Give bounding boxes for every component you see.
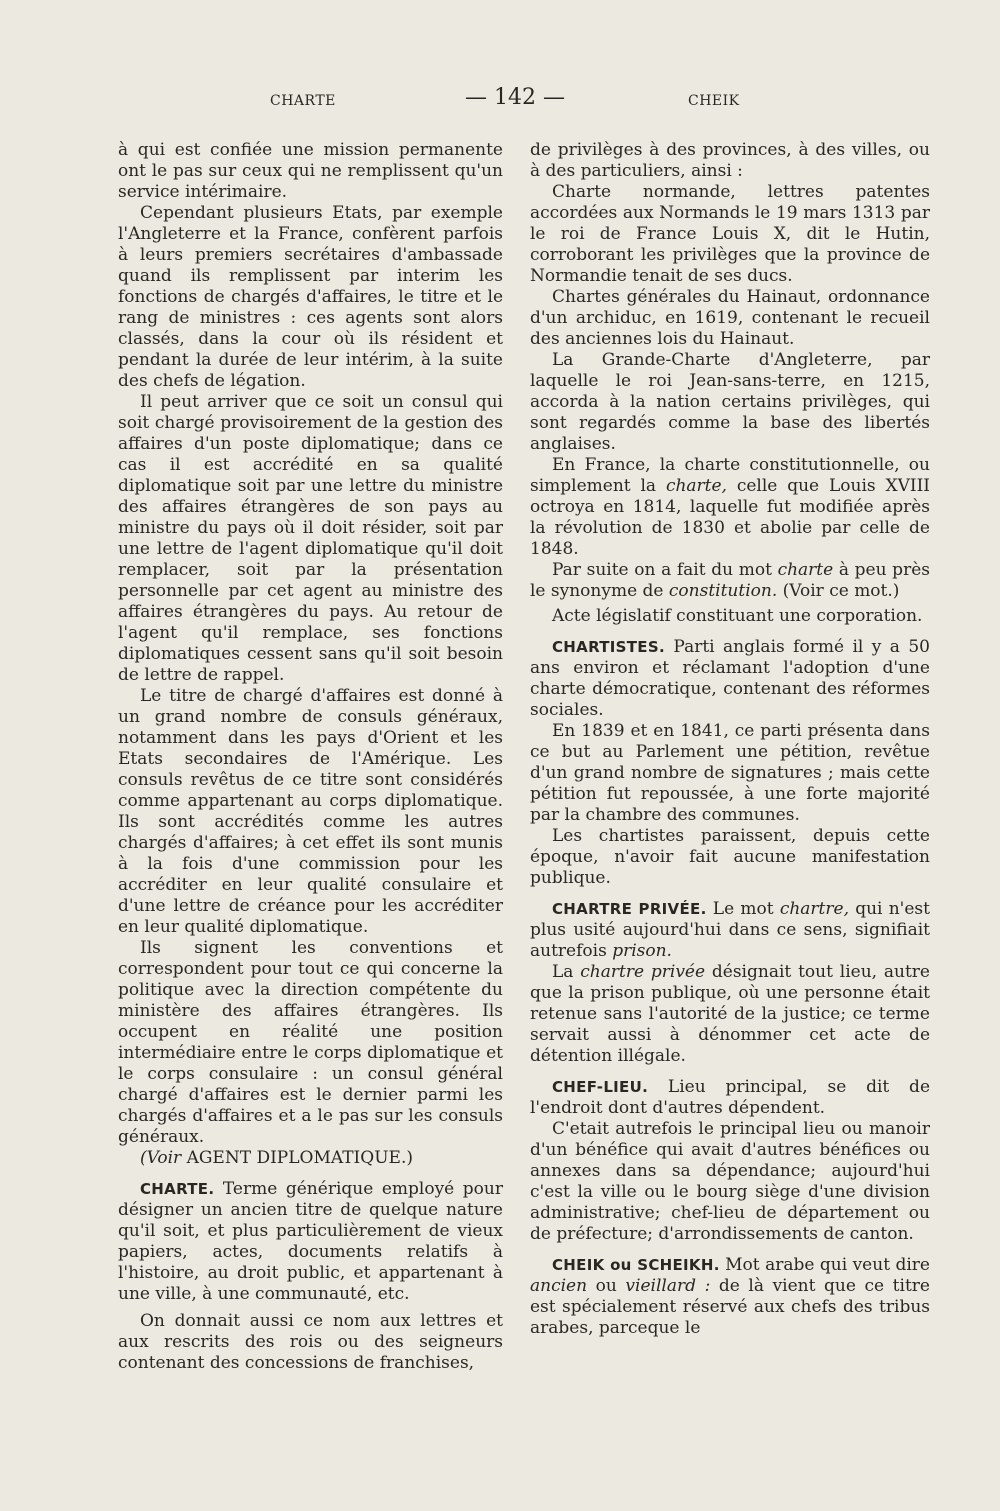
text-run: Par suite on a fait du mot bbox=[552, 560, 778, 580]
text-run: ou bbox=[587, 1276, 626, 1296]
italic-run: prison. bbox=[612, 941, 672, 961]
paragraph bbox=[530, 455, 930, 560]
text-run: Le mot bbox=[706, 899, 780, 919]
italic-run: charte, bbox=[665, 476, 727, 496]
entry-text: Lieu principal, se dit de l'endroit dont d'autres dépendent. bbox=[530, 1077, 930, 1118]
paragraph: La Grande-Charte d'Angleterre, par laquelle le roi Jean-sans-terre, en 1215, accorda à la nation certains privilèges, qui sont regardés comme la base des libertés anglaises. bbox=[530, 350, 930, 454]
entry-chef-lieu bbox=[530, 1077, 930, 1119]
left-column bbox=[118, 140, 503, 1374]
italic-run: vieillard : bbox=[625, 1276, 711, 1296]
italic-run: charte bbox=[777, 560, 834, 580]
paragraph: Cependant plusieurs Etats, par exemple l'Angleterre et la France, confèrent parfois à leurs premiers secrétaires d'ambassade quand ils remplissent par interim les fonctions de chargés d'affaires, le titre et le rang de ministres : ces agents sont alors classés, dans la cour où ils résident et pendant la durée de leur intérim, à la suite des chefs de légation. bbox=[118, 203, 503, 391]
text-run: à peu près le synonyme de bbox=[530, 560, 930, 601]
running-header bbox=[120, 85, 930, 115]
right-column bbox=[530, 140, 930, 1339]
header-left-word: CHARTE bbox=[270, 93, 336, 109]
italic-run: ancien bbox=[530, 1276, 588, 1296]
text-run: La bbox=[552, 962, 581, 982]
paragraph: Acte législatif constituant une corporation. bbox=[552, 606, 923, 626]
text-run: En France, la charte constitutionnelle, ou simplement la bbox=[530, 455, 930, 496]
paragraph bbox=[530, 962, 930, 1067]
entry-chartistes bbox=[530, 637, 930, 721]
headword: CHARTISTES. bbox=[552, 638, 665, 656]
text-run: qui n'est plus usité aujourd'hui dans ce sens, signifiait autrefois bbox=[530, 899, 930, 961]
text-run: Mot arabe qui veut dire bbox=[719, 1255, 930, 1275]
paragraph: C'etait autrefois le principal lieu ou manoir d'un bénéfice qui avait d'autres bénéfices ou annexes dans sa dépendance; aujourd'hui c'est la ville ou le bourg siège d'une division administrative; chef-lieu de département ou de préfecture; d'arrondissements de canton. bbox=[530, 1119, 930, 1244]
paragraph: Les chartistes paraissent, depuis cette époque, n'avoir fait aucune manifestation publique. bbox=[530, 826, 930, 888]
paragraph: Chartes générales du Hainaut, ordonnance d'un archiduc, en 1619, contenant le recueil des anciennes lois du Hainaut. bbox=[530, 287, 930, 349]
see-also-voir: (Voir bbox=[140, 1148, 182, 1168]
italic-run: chartre privée bbox=[580, 962, 706, 982]
paragraph: Il peut arriver que ce soit un consul qui soit chargé provisoirement de la gestion des affaires d'un poste diplomatique; dans ce cas il est accrédité en sa qualité diplomatique soit par une lettre du ministre des affaires étrangères de son pays au ministre du pays où il doit résider, soit par une lettre de l'agent diplomatique qu'il doit remplacer, soit par la présentation personnelle par cet agent au ministre des affaires étrangères du pays. Au retour de l'agent qu'il remplace, ses fonctions diplomatiques cessent sans qu'il soit besoin de lettre de rappel. bbox=[118, 392, 503, 685]
paragraph: de privilèges à des provinces, à des villes, ou à des particuliers, ainsi : bbox=[530, 140, 930, 181]
entry-charte bbox=[118, 1179, 503, 1305]
see-also-line bbox=[118, 1148, 503, 1169]
paragraph: à qui est confiée une mission permanente ont le pas sur ceux qui ne remplissent qu'un service intérimaire. bbox=[118, 140, 503, 202]
entry-cheik bbox=[530, 1255, 930, 1339]
entry-text: Parti anglais formé il y a 50 ans environ et réclamant l'adoption d'une charte démocratique, contenant des réformes sociales. bbox=[530, 637, 930, 720]
header-right-word: CHEIK bbox=[688, 93, 740, 109]
italic-run: chartre, bbox=[779, 899, 849, 919]
paragraph: Le titre de chargé d'affaires est donné à un grand nombre de consuls généraux, notamment dans les pays d'Orient et les Etats secondaires de l'Amérique. Les consuls revêtus de ce titre sont considérés comme appartenant au corps diplomatique. Ils sont accrédités comme les autres chargés d'affaires; à cet effet ils sont munis à la fois d'une commission pour les accréditer en leur qualité consulaire et d'une lettre de créance pour les accréditer en leur qualité diplomatique. bbox=[118, 686, 503, 937]
entry-chartre-privee bbox=[530, 899, 930, 962]
headword: CHARTRE PRIVÉE. bbox=[552, 900, 707, 918]
paragraph: Ils signent les conventions et correspondent pour tout ce qui concerne la politique avec la direction compétente du ministère des affaires étrangères. Ils occupent en réalité une position intermédiaire entre le corps diplomatique et le corps consulaire : un consul général chargé d'affaires est le dernier parmi les chargés d'affaires et a le pas sur les consuls généraux. bbox=[118, 938, 503, 1147]
paragraph: Charte normande, lettres patentes accordées aux Normands le 19 mars 1313 par le roi de France Louis X, dit le Hutin, corroborant les privilèges que la province de Normandie tenait de ses ducs. bbox=[530, 182, 930, 286]
text-run: (Voir ce mot.) bbox=[777, 581, 900, 601]
text-run: de là vient que ce titre est spécialement réservé aux chefs des tribus arabes, parceque le bbox=[530, 1276, 930, 1338]
entry-text: Terme générique employé pour désigner un ancien titre de quelque nature qu'il soit, et plus particulièrement de vieux papiers, actes, documents relatifs à l'histoire, au droit public, et appartenant à une ville, à une communauté, etc. bbox=[118, 1179, 503, 1304]
paragraph bbox=[530, 560, 930, 602]
headword: CHARTE. bbox=[140, 1180, 215, 1198]
text-run: celle que Louis XVIII octroya en 1814, laquelle fut modifiée après la révolution de 1830 et abolie par celle de 1848. bbox=[530, 476, 930, 559]
paragraph: On donnait aussi ce nom aux lettres et aux rescrits des rois ou des seigneurs contenant des concessions de franchises, bbox=[118, 1311, 503, 1373]
page-number: — 142 — bbox=[465, 85, 565, 110]
text-run: désignait tout lieu, autre que la prison publique, où une personne était retenue sans l'autorité de la justice; ce terme servait aussi à dénommer cet acte de détention illégale. bbox=[530, 962, 930, 1066]
see-also-target: AGENT DIPLOMATIQUE.) bbox=[186, 1148, 413, 1168]
italic-run: constitution. bbox=[668, 581, 778, 601]
headword: CHEF-LIEU. bbox=[552, 1078, 649, 1096]
headword: CHEIK ou SCHEIKH. bbox=[552, 1256, 720, 1274]
paragraph: En 1839 et en 1841, ce parti présenta dans ce but au Parlement une pétition, revêtue d'un grand nombre de signatures ; mais cette pétition fut repoussée, à une forte majorité par la chambre des communes. bbox=[530, 721, 930, 825]
